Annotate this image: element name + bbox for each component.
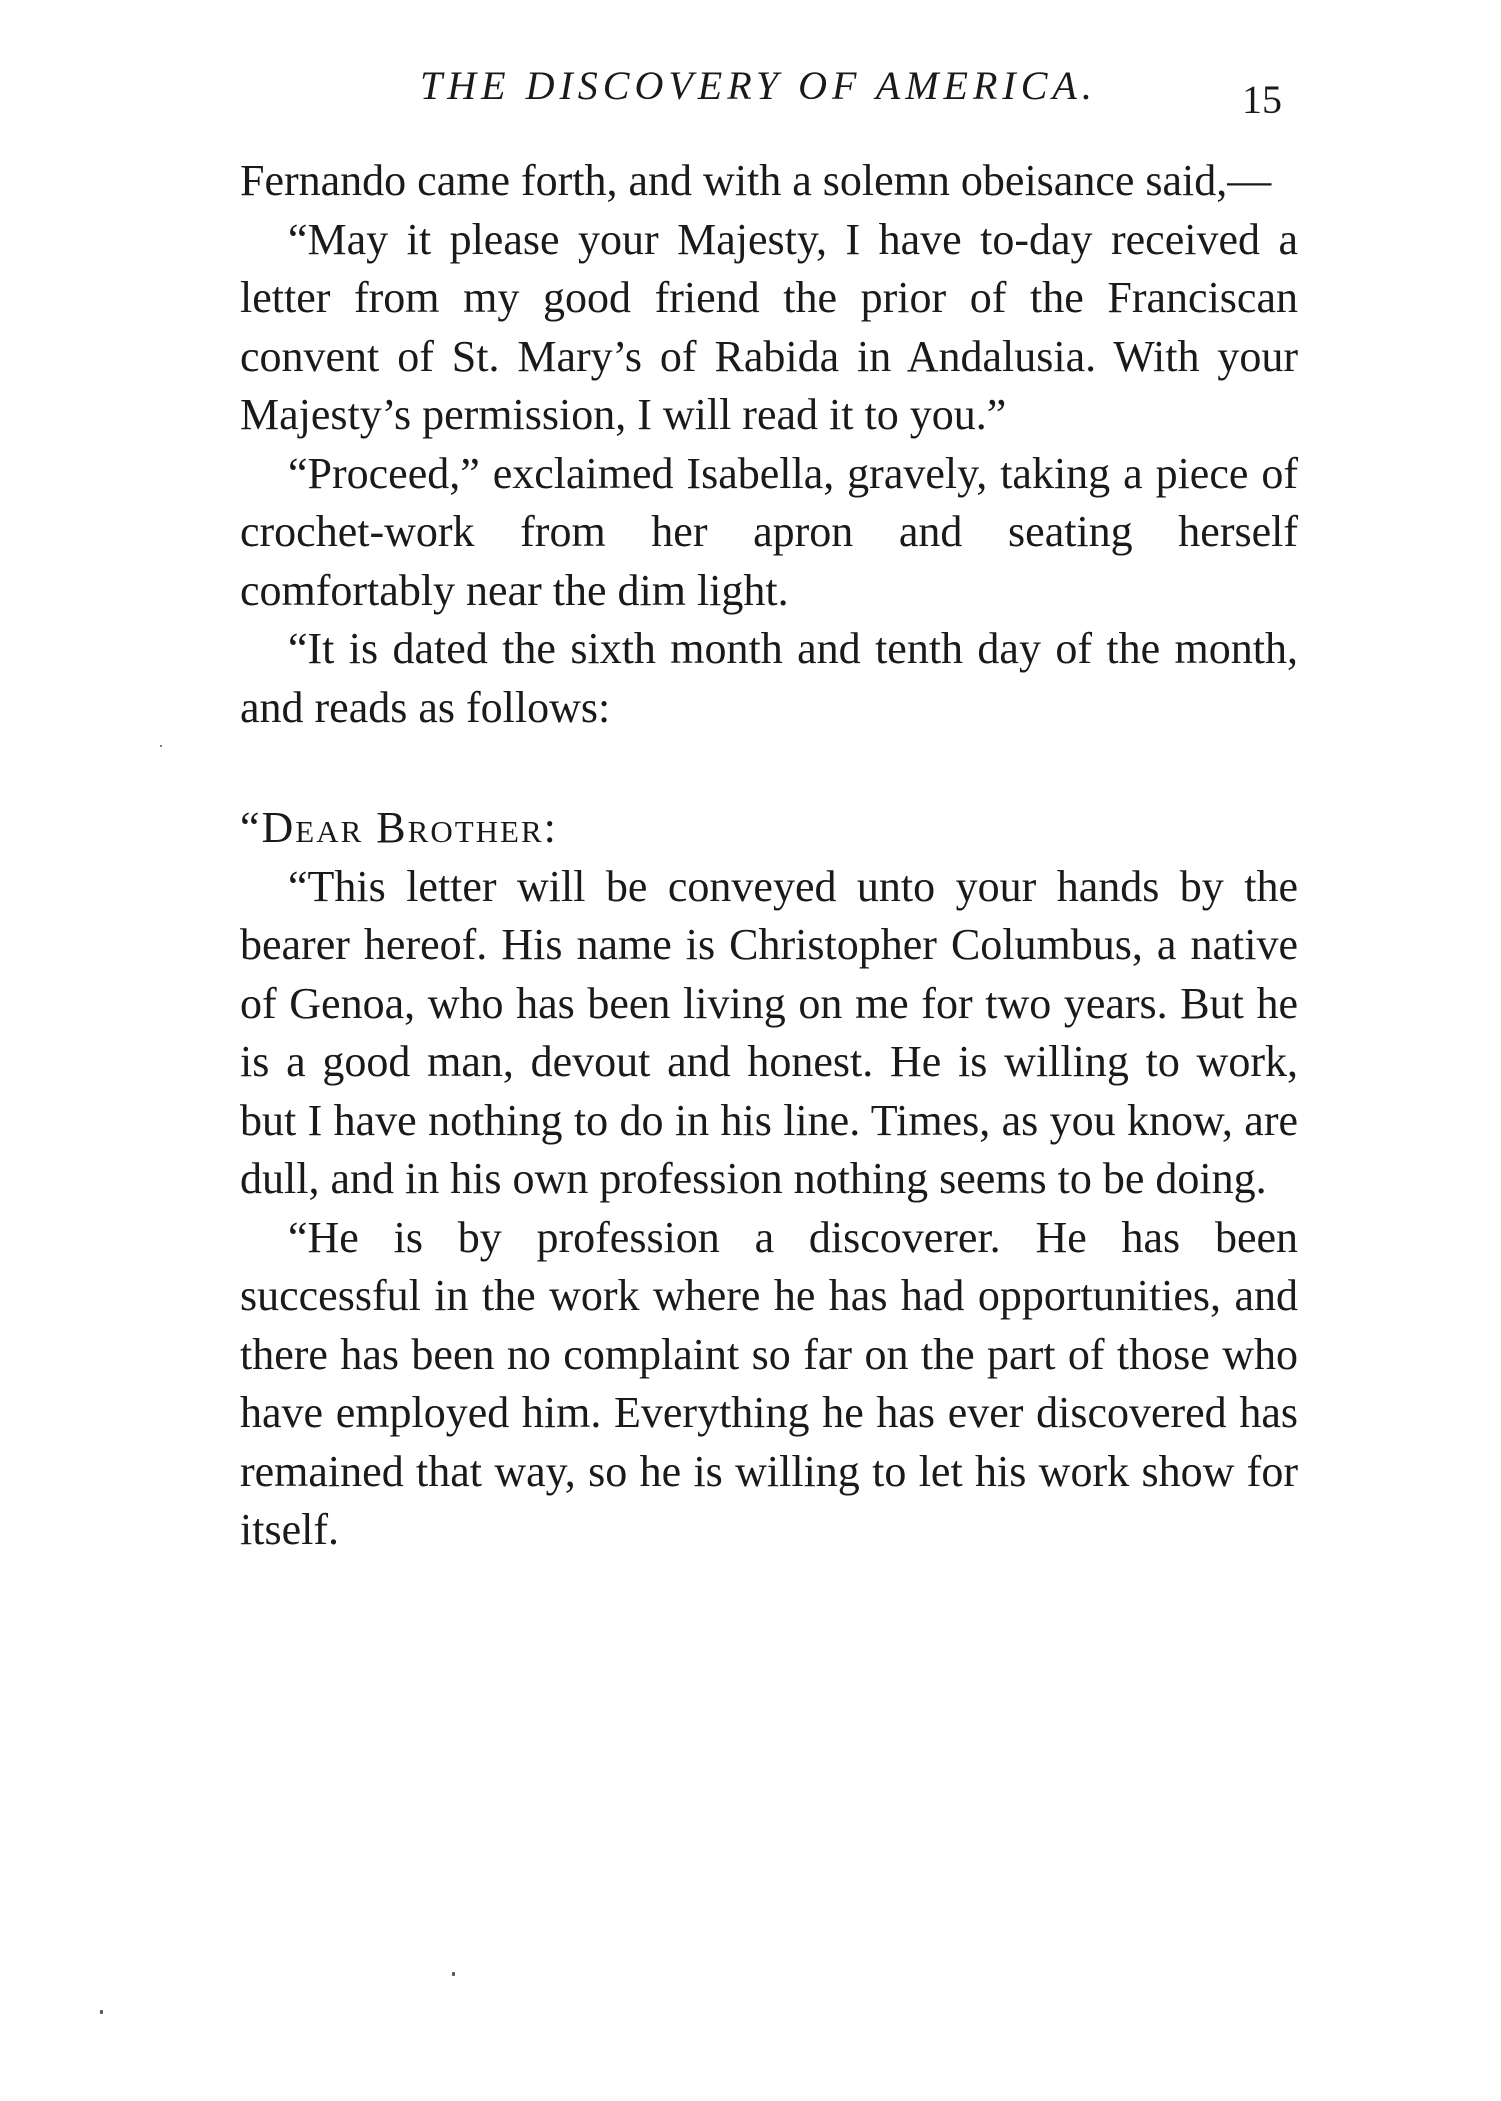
- paragraph-fernando: Fernando came forth, and with a solemn obeisance said,—: [240, 156, 1272, 205]
- page-body: [240, 152, 1298, 1560]
- letter-salutation: [240, 799, 1298, 858]
- scan-speck: [100, 2010, 103, 2014]
- page-number: 15: [1242, 77, 1282, 122]
- paragraph-majesty: “May it please your Majesty, I have to-day received a letter from my good friend the prior of the Franciscan convent of St. Mary’s of Rabida in Andalusia. With your Majesty’s permission, I will read it to you.”: [240, 214, 1298, 439]
- salutation-text: Dear Brother:: [261, 803, 558, 852]
- letter-paragraph-discoverer: “He is by profession a discoverer. He has been successful in the work where he has had opportunities, and there has been no complaint so far on the part of those who have employed him. Everything he has ever discovered has remained that way, so he is willing to let his work show for itself.: [240, 1212, 1298, 1554]
- paragraph-proceed: “Proceed,” exclaimed Isabella, gravely, taking a piece of crochet-work from her apron and seating herself comfortably near the dim light.: [240, 448, 1298, 615]
- letter-paragraph-bearer: “This letter will be conveyed unto your hands by the bearer hereof. His name is Christopher Columbus, a native of Genoa, who has been living on me for two years. But he is a good man, devout and honest. He is willing to work, but I have nothing to do in his line. Times, as you know, are dull, and in his own profession nothing seems to be doing.: [240, 861, 1298, 1203]
- salutation-quote: “: [240, 803, 262, 852]
- paragraph-dated: “It is dated the sixth month and tenth day of the month, and reads as follows:: [240, 624, 1298, 732]
- scan-speck: [160, 745, 162, 747]
- scan-speck: [452, 1972, 455, 1976]
- running-title: THE DISCOVERY OF AMERICA.: [420, 63, 1097, 108]
